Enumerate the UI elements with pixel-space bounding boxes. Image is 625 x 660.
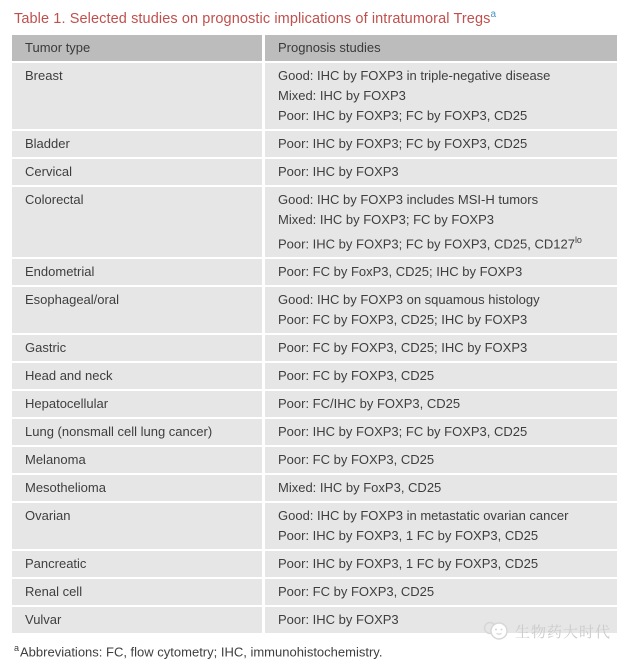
tumor-type-cell: Melanoma bbox=[12, 447, 262, 473]
table-row bbox=[12, 419, 617, 445]
prognosis-cell bbox=[265, 363, 617, 389]
table-row bbox=[12, 335, 617, 361]
footnote-text: Abbreviations: FC, flow cytometry; IHC, immunohistochemistry. bbox=[20, 644, 383, 660]
prognosis-line: Poor: IHC by FOXP3, 1 FC by FOXP3, CD25 bbox=[278, 556, 539, 572]
prognosis-cell bbox=[265, 551, 617, 577]
prognosis-cell bbox=[265, 187, 617, 257]
table-row bbox=[12, 447, 617, 473]
table-row bbox=[12, 503, 617, 549]
prognosis-line-superscript: lo bbox=[574, 234, 582, 245]
tumor-type-cell: Hepatocellular bbox=[12, 391, 262, 417]
tumor-type-cell: Esophageal/oral bbox=[12, 287, 262, 333]
header-prognosis-studies: Prognosis studies bbox=[265, 35, 617, 61]
prognosis-line: Poor: FC by FOXP3, CD25; IHC by FOXP3 bbox=[278, 340, 528, 356]
prognosis-cell bbox=[265, 503, 617, 549]
prognosis-line: Poor: IHC by FOXP3; FC by FOXP3, CD25 bbox=[278, 107, 528, 123]
prognosis-cell bbox=[265, 63, 617, 129]
tumor-type-cell: Renal cell bbox=[12, 579, 262, 605]
prognosis-line: Poor: IHC by FOXP3; FC by FOXP3, CD25 bbox=[278, 424, 528, 440]
table-row bbox=[12, 287, 617, 333]
prognosis-line: Poor: FC by FOXP3, CD25 bbox=[278, 368, 435, 384]
table-row bbox=[12, 579, 617, 605]
tumor-type-cell: Cervical bbox=[12, 159, 262, 185]
prognosis-line: Poor: IHC by FOXP3 bbox=[278, 612, 399, 628]
watermark-text: 生物药大时代 bbox=[514, 623, 611, 641]
tumor-type-cell: Lung (nonsmall cell lung cancer) bbox=[12, 419, 262, 445]
table-row bbox=[12, 259, 617, 285]
prognosis-line: Poor: IHC by FOXP3, 1 FC by FOXP3, CD25 bbox=[278, 528, 539, 544]
watermark bbox=[482, 619, 611, 643]
prognosis-cell bbox=[265, 259, 617, 285]
table-row bbox=[12, 363, 617, 389]
prognosis-cell bbox=[265, 419, 617, 445]
prognosis-line: Poor: FC by FOXP3, CD25; IHC by FOXP3 bbox=[278, 312, 528, 328]
tumor-type-cell: Gastric bbox=[12, 335, 262, 361]
prognosis-cell bbox=[265, 131, 617, 157]
prognosis-cell bbox=[265, 579, 617, 605]
tumor-type-cell: Mesothelioma bbox=[12, 475, 262, 501]
table-row bbox=[12, 159, 617, 185]
table-row bbox=[12, 187, 617, 257]
tumor-type-cell: Endometrial bbox=[12, 259, 262, 285]
footnote bbox=[14, 643, 617, 659]
prognosis-cell bbox=[265, 447, 617, 473]
prognosis-line: Poor: FC by FOXP3, CD25 bbox=[278, 584, 435, 600]
prognosis-line: Poor: IHC by FOXP3 bbox=[278, 163, 399, 179]
table-row bbox=[12, 391, 617, 417]
prognosis-line: Mixed: IHC by FoxP3, CD25 bbox=[278, 480, 442, 496]
table-header-row bbox=[12, 35, 617, 61]
prognosis-line: Mixed: IHC by FOXP3 bbox=[278, 87, 406, 103]
tumor-type-cell: Pancreatic bbox=[12, 551, 262, 577]
table-row bbox=[12, 475, 617, 501]
table-row bbox=[12, 551, 617, 577]
tumor-type-cell: Vulvar bbox=[12, 607, 262, 633]
footnote-superscript: a bbox=[14, 643, 20, 654]
tumor-type-cell: Head and neck bbox=[12, 363, 262, 389]
table-title-superscript: a bbox=[490, 9, 497, 20]
prognosis-line: Poor: FC/IHC by FOXP3, CD25 bbox=[278, 396, 461, 412]
tumor-type-cell: Breast bbox=[12, 63, 262, 129]
table-row bbox=[12, 131, 617, 157]
prognosis-line: Good: IHC by FOXP3 in metastatic ovarian cancer bbox=[278, 508, 569, 524]
header-tumor-type: Tumor type bbox=[12, 35, 262, 61]
prognosis-cell bbox=[265, 287, 617, 333]
prognosis-line: Good: IHC by FOXP3 in triple-negative disease bbox=[278, 67, 551, 83]
prognosis-cell bbox=[265, 159, 617, 185]
table-row bbox=[12, 63, 617, 129]
prognosis-line: Poor: IHC by FOXP3; FC by FOXP3, CD25, $CD127^{lo}$ bbox=[278, 234, 582, 252]
tumor-type-cell: Ovarian bbox=[12, 503, 262, 549]
tumor-type-cell: Colorectal bbox=[12, 187, 262, 257]
prognosis-line: Mixed: IHC by FOXP3; FC by FOXP3 bbox=[278, 211, 494, 227]
tregs-prognosis-table bbox=[12, 35, 617, 633]
prognosis-cell bbox=[265, 391, 617, 417]
table-body bbox=[12, 63, 617, 633]
mascot-logo-icon bbox=[482, 619, 510, 643]
prognosis-line: Poor: IHC by FOXP3; FC by FOXP3, CD25 bbox=[278, 135, 528, 151]
tumor-type-cell: Bladder bbox=[12, 131, 262, 157]
prognosis-cell bbox=[265, 335, 617, 361]
prognosis-cell bbox=[265, 475, 617, 501]
prognosis-line: Poor: FC by FoxP3, CD25; IHC by FOXP3 bbox=[278, 264, 523, 280]
table-title bbox=[14, 9, 617, 27]
table-title-text: Table 1. Selected studies on prognostic implications of intratumoral Tregs bbox=[14, 10, 491, 27]
prognosis-line: Good: IHC by FOXP3 includes MSI-H tumors bbox=[278, 191, 539, 207]
prognosis-line: Poor: FC by FOXP3, CD25 bbox=[278, 452, 435, 468]
prognosis-line: Good: IHC by FOXP3 on squamous histology bbox=[278, 292, 540, 308]
